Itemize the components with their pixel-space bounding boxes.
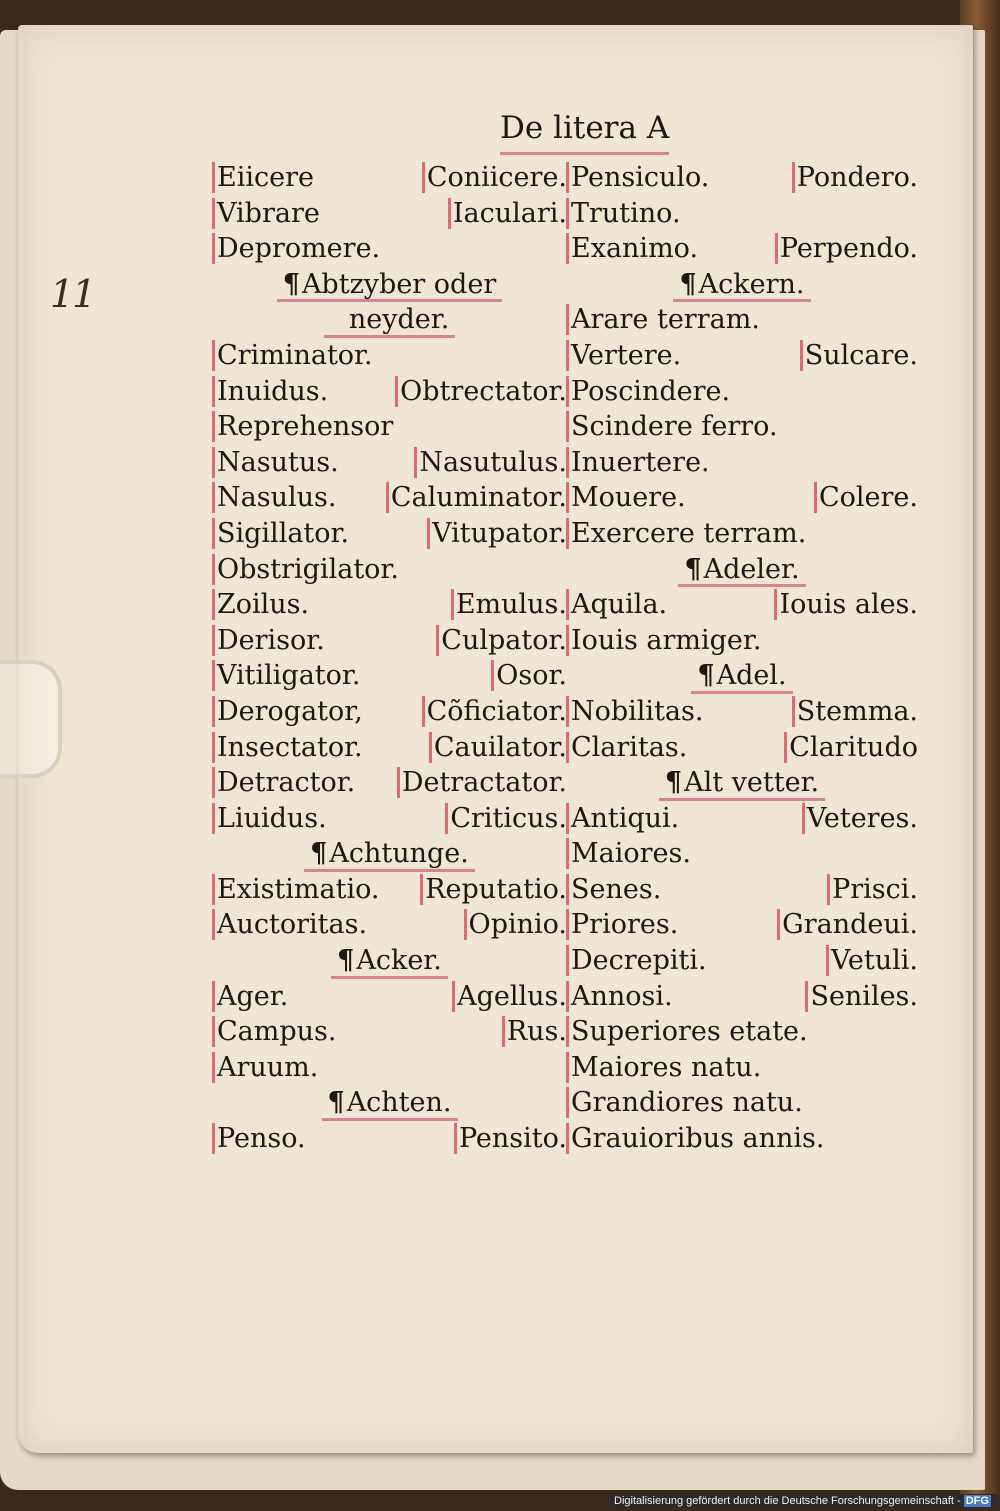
pilcrow-icon: ¶	[697, 660, 715, 692]
entry-row	[566, 1085, 918, 1121]
entry-row	[212, 765, 567, 801]
entry-word: Iouis armiger.	[571, 624, 762, 656]
section-header-label	[304, 836, 475, 872]
section-header-text: Acker.	[356, 945, 442, 977]
entry-word: Trutino.	[571, 197, 681, 229]
pilcrow-icon: ¶	[282, 268, 300, 300]
section-header	[566, 267, 918, 303]
entry-word: Stemma.	[796, 695, 918, 727]
entry-word: Liuidus.	[217, 802, 327, 834]
entry-word: Exercere terram.	[571, 517, 807, 549]
entry-word: Zoilus.	[217, 589, 310, 621]
entry-word: Maiores natu.	[571, 1051, 762, 1083]
entry-word: Inuertere.	[571, 446, 710, 478]
entry-row	[212, 231, 567, 267]
entry-word: Cõficiator.	[426, 695, 567, 727]
entry-word: Depromere.	[217, 233, 381, 265]
entry-row	[566, 302, 918, 338]
entry-word: Prisci.	[832, 873, 918, 905]
entry-row	[566, 872, 918, 908]
entry-word: Mouere.	[571, 482, 686, 514]
entry-row	[566, 694, 918, 730]
entry-word: Claritudo	[789, 731, 918, 763]
entry-word: Priores.	[571, 909, 679, 941]
entry-row	[566, 730, 918, 766]
entry-word: Caluminator.	[390, 482, 567, 514]
entry-word: Reprehensor	[217, 411, 394, 443]
entry-row	[566, 1014, 918, 1050]
entry-row	[212, 516, 567, 552]
entry-word: Cauilator.	[433, 731, 567, 763]
entry-word: Pensito.	[458, 1123, 567, 1155]
entry-word: Aruum.	[217, 1051, 319, 1083]
entry-word: Emulus.	[455, 589, 567, 621]
entry-row	[212, 1014, 567, 1050]
section-header	[212, 1085, 567, 1121]
entry-word: Insectator.	[217, 731, 363, 763]
entry-word: Iaculari.	[452, 197, 567, 229]
entry-word: Derogator,	[217, 695, 363, 727]
entry-row	[212, 338, 567, 374]
entry-row	[566, 1050, 918, 1086]
section-header-text: Adeler.	[703, 553, 800, 585]
entry-row	[566, 374, 918, 410]
entry-word: Scindere ferro.	[571, 411, 778, 443]
entry-row	[212, 445, 567, 481]
entry-word: Existimatio.	[217, 873, 380, 905]
section-header-text: Adel.	[716, 660, 787, 692]
section-header-text: Alt vetter.	[684, 767, 820, 799]
footer-text: Digitalisierung gefördert durch die Deutsche Forschungsgemeinschaft -	[614, 1495, 961, 1507]
entry-word: Ager.	[217, 980, 289, 1012]
entry-row	[212, 801, 567, 837]
entry-row	[212, 480, 567, 516]
margin-note: 11	[50, 272, 95, 316]
entry-word: Vetuli.	[830, 945, 918, 977]
entry-word: Detractator.	[401, 767, 567, 799]
entry-word: Aquila.	[571, 589, 668, 621]
entry-row	[566, 516, 918, 552]
entry-word: Detractor.	[217, 767, 356, 799]
entry-word: Vibrare	[217, 197, 320, 229]
entry-word: Obtrectator.	[400, 375, 567, 407]
paper-clip	[0, 660, 62, 778]
entry-row	[212, 730, 567, 766]
entry-row	[566, 445, 918, 481]
entry-row	[566, 1121, 918, 1157]
pilcrow-icon: ¶	[327, 1087, 345, 1119]
section-header-text: Abtzyber oder	[301, 268, 497, 300]
entry-word: Penso.	[217, 1123, 306, 1155]
entry-word: Derisor.	[217, 624, 325, 656]
pilcrow-icon: ¶	[337, 945, 355, 977]
entry-word: Vitupator.	[432, 517, 567, 549]
entry-row	[212, 694, 567, 730]
entry-row	[212, 979, 567, 1015]
entry-word: Osor.	[496, 660, 567, 692]
entry-word: Nasutus.	[217, 446, 339, 478]
entry-word: Rus.	[506, 1016, 567, 1048]
entry-word: Colere.	[818, 482, 918, 514]
section-header-text: neyder.	[348, 304, 450, 336]
entry-word: Claritas.	[571, 731, 688, 763]
entry-word: Pondero.	[796, 162, 918, 193]
entry-row	[212, 623, 567, 659]
page-heading: De litera A	[500, 110, 669, 155]
entry-row	[566, 338, 918, 374]
section-header-label	[331, 943, 448, 979]
entry-word: Vertere.	[571, 339, 682, 371]
entry-row	[212, 552, 567, 588]
entry-word: Veteres.	[806, 802, 918, 834]
entry-row	[212, 872, 567, 908]
section-header	[212, 836, 567, 872]
entry-row	[566, 836, 918, 872]
pilcrow-icon: ¶	[679, 268, 697, 300]
section-header-label	[322, 1085, 458, 1121]
entry-word: Reputatio.	[425, 873, 567, 905]
entry-word: Superiores etate.	[571, 1016, 808, 1048]
entry-word: Campus.	[217, 1016, 337, 1048]
entry-word: Auctoritas.	[217, 909, 368, 941]
entry-row	[566, 943, 918, 979]
entry-word: Inuidus.	[217, 375, 329, 407]
entry-row	[566, 231, 918, 267]
section-header-label	[673, 267, 810, 303]
pilcrow-icon: ¶	[664, 767, 683, 799]
entry-word: Eiicere	[217, 162, 314, 193]
entry-word: Iouis ales.	[779, 589, 918, 621]
entry-word: Nasutulus.	[419, 446, 567, 478]
entry-row	[212, 196, 567, 232]
entry-row	[566, 801, 918, 837]
entry-word: Exanimo.	[571, 233, 699, 265]
entry-row	[566, 979, 918, 1015]
entry-row	[566, 907, 918, 943]
section-header	[212, 302, 567, 338]
entry-row	[566, 587, 918, 623]
entry-word: Poscindere.	[571, 375, 731, 407]
entry-row	[566, 623, 918, 659]
entry-word: Opinio.	[468, 909, 567, 941]
entry-row	[212, 160, 567, 196]
entry-row	[212, 587, 567, 623]
section-header-label	[277, 267, 502, 303]
entry-word: Antiqui.	[571, 802, 680, 834]
left-column	[212, 160, 567, 1157]
entry-word: Sigillator.	[217, 517, 350, 549]
section-header	[566, 765, 918, 801]
entry-row	[566, 409, 918, 445]
entry-word: Perpendo.	[779, 233, 918, 265]
entry-word: Pensiculo.	[571, 162, 710, 193]
entry-word: Agellus.	[457, 980, 567, 1012]
entry-word: Culpator.	[441, 624, 567, 656]
entry-word: Annosi.	[571, 980, 673, 1012]
entry-word: Sulcare.	[804, 339, 918, 371]
section-header-label	[324, 302, 456, 338]
entry-row	[212, 658, 567, 694]
footer-credit	[610, 1494, 995, 1508]
entry-row	[212, 374, 567, 410]
entry-word: Arare terram.	[571, 304, 760, 336]
entry-row	[212, 1121, 567, 1157]
entry-word: Obstrigilator.	[217, 553, 399, 585]
entry-row	[566, 480, 918, 516]
section-header-label	[691, 658, 792, 694]
section-header-label	[678, 552, 805, 588]
pilcrow-icon: ¶	[310, 838, 328, 870]
entry-word: Seniles.	[810, 980, 918, 1012]
entry-word: Criticus.	[450, 802, 567, 834]
entry-row	[566, 160, 918, 196]
section-header	[212, 943, 567, 979]
section-header	[566, 658, 918, 694]
section-header	[212, 267, 567, 303]
entry-word: Coniicere.	[426, 162, 567, 193]
entry-word: Grauioribus annis.	[571, 1123, 825, 1155]
entry-word: Maiores.	[571, 838, 691, 870]
entry-row	[212, 1050, 567, 1086]
entry-row	[212, 907, 567, 943]
section-header	[566, 552, 918, 588]
right-column	[566, 160, 918, 1157]
entry-word: Grandeui.	[782, 909, 918, 941]
section-header-text: Ackern.	[698, 268, 805, 300]
entry-word: Nobilitas.	[571, 695, 704, 727]
pilcrow-icon: ¶	[684, 553, 702, 585]
section-header-text: Achten.	[346, 1087, 452, 1119]
entry-row	[566, 196, 918, 232]
section-header-text: Achtunge.	[329, 838, 469, 870]
entry-row	[212, 409, 567, 445]
section-header-label	[659, 765, 825, 801]
entry-word: Grandiores natu.	[571, 1087, 803, 1119]
entry-word: Vitiligator.	[217, 660, 361, 692]
entry-word: Nasulus.	[217, 482, 337, 514]
entry-word: Decrepiti.	[571, 945, 707, 977]
entry-word: Criminator.	[217, 339, 373, 371]
entry-word: Senes.	[571, 873, 662, 905]
dfg-logo: DFG	[965, 1495, 989, 1507]
